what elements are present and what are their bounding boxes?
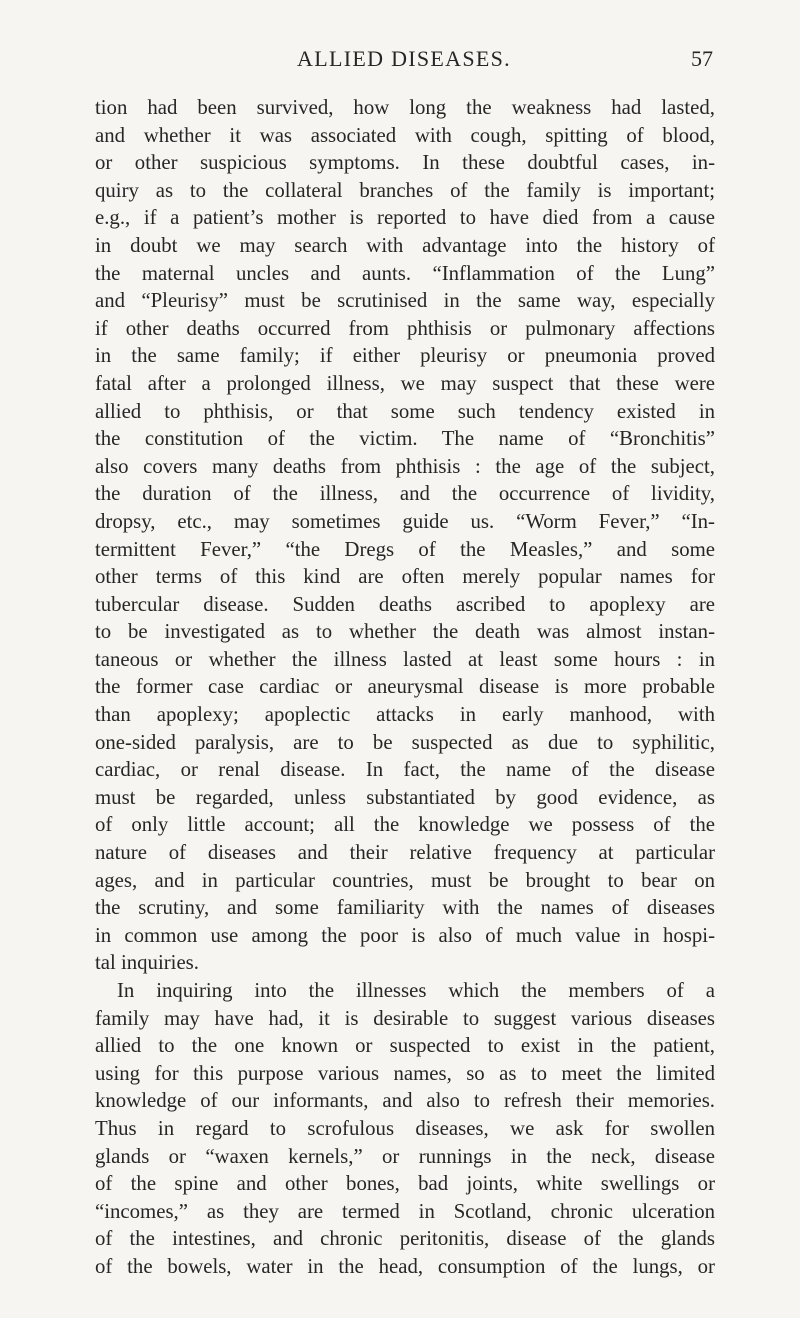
running-head [95,46,713,76]
page-number: 57 [691,46,713,71]
text-line: dropsy, etc., may sometimes guide us. “Worm Fever,” “In- [95,509,715,533]
text-line: in common use among the poor is also of much value in hospi- [95,923,715,947]
text-line: fatal after a prolonged illness, we may suspect that these were [95,371,715,395]
running-title: ALLIED DISEASES. [297,46,511,71]
text-line: termittent Fever,” “the Dregs of the Measles,” and some [95,537,715,561]
text-line: family may have had, it is desirable to suggest various diseases [95,1006,715,1030]
text-line: must be regarded, unless substantiated by good evidence, as [95,785,715,809]
text-line: of the spine and other bones, bad joints, white swellings or [95,1172,715,1196]
paragraph-end-line: tal inquiries. [95,951,199,975]
text-line: one-sided paralysis, are to be suspected as due to syphilitic, [95,730,715,754]
text-line: than apoplexy; apoplectic attacks in early manhood, with [95,703,715,727]
text-line: if other deaths occurred from phthisis or pulmonary affections [95,316,715,340]
text-line: tion had been survived, how long the weakness had lasted, [95,96,715,119]
text-line: allied to the one known or suspected to exist in the patient, [95,1034,715,1058]
text-line: tubercular disease. Sudden deaths ascribed to apoplexy are [95,592,715,616]
text-line: in doubt we may search with advantage into the history of [95,233,715,257]
text-line: “incomes,” as they are termed in Scotland, chronic ulceration [95,1199,715,1223]
text-line: quiry as to the collateral branches of the family is important; [95,178,715,202]
text-line: and whether it was associated with cough, spitting of blood, [95,123,715,147]
text-line: taneous or whether the illness lasted at least some hours : in [95,647,715,671]
text-line: ages, and in particular countries, must be brought to bear on [95,868,715,892]
text-line: the duration of the illness, and the occurrence of lividity, [95,482,715,506]
text-line: using for this purpose various names, so as to meet the limited [95,1061,715,1085]
text-line: in the same family; if either pleurisy or pneumonia proved [95,344,715,368]
paragraph-start-line: In inquiring into the illnesses which the members of a [117,979,715,1002]
text-line: e.g., if a patient’s mother is reported to have died from a cause [95,206,715,230]
text-line: Thus in regard to scrofulous diseases, we ask for swollen [95,1116,715,1140]
text-line: of the bowels, water in the head, consumption of the lungs, or [95,1254,715,1278]
text-line: or other suspicious symptoms. In these doubtful cases, in- [95,151,715,175]
text-line: of only little account; all the knowledge we possess of the [95,813,715,837]
text-line: cardiac, or renal disease. In fact, the name of the disease [95,758,715,782]
text-line: of the intestines, and chronic peritonitis, disease of the glands [95,1227,715,1251]
text-line: also covers many deaths from phthisis : the age of the subject, [95,454,715,478]
text-line: allied to phthisis, or that some such tendency existed in [95,399,715,423]
text-line: the constitution of the victim. The name of “Bronchitis” [95,427,715,451]
text-line: glands or “waxen kernels,” or runnings in the neck, disease [95,1144,715,1168]
text-line: and “Pleurisy” must be scrutinised in the same way, especially [95,289,715,313]
text-line: nature of diseases and their relative frequency at particular [95,841,715,865]
text-line: other terms of this kind are often merely popular names for [95,565,715,589]
text-line: the scrutiny, and some familiarity with the names of diseases [95,896,715,920]
text-line: the former case cardiac or aneurysmal disease is more probable [95,675,715,699]
body-text [95,94,715,1281]
text-line: to be investigated as to whether the death was almost instan- [95,620,715,644]
text-line: the maternal uncles and aunts. “Inflammation of the Lung” [95,261,715,285]
text-line: knowledge of our informants, and also to refresh their memories. [95,1089,715,1113]
